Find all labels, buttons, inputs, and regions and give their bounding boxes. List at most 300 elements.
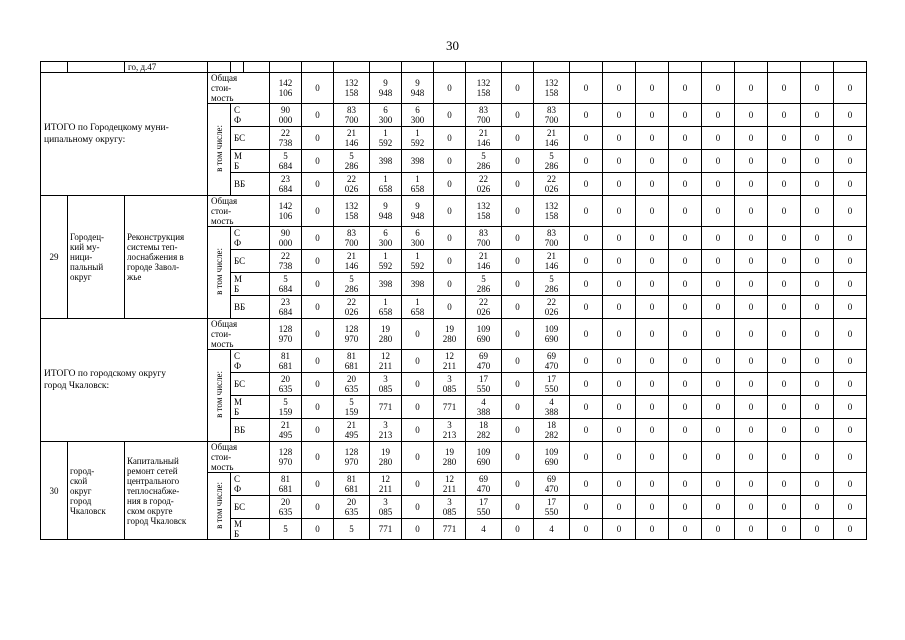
value-cell: 0 <box>636 73 669 104</box>
value-cell: 5 684 <box>270 150 302 173</box>
value-cell: 0 <box>735 127 768 150</box>
value-cell: 0 <box>502 519 534 540</box>
incl-label-cell <box>208 350 231 442</box>
value-cell: 0 <box>570 350 603 373</box>
total-label: ИТОГО по городскому округу город Чкаловск: <box>41 319 208 442</box>
value-cell: 83 700 <box>334 104 370 127</box>
value-cell: 0 <box>603 173 636 196</box>
value-cell: 0 <box>768 419 801 442</box>
value-cell: 132 158 <box>534 196 570 227</box>
value-cell: 0 <box>801 396 834 419</box>
value-cell: 0 <box>502 473 534 496</box>
value-cell: 0 <box>502 496 534 519</box>
value-cell: 0 <box>834 196 867 227</box>
budget-table <box>40 61 867 540</box>
fund-type: ВБ <box>231 173 270 196</box>
table-row <box>41 319 867 350</box>
value-cell: 0 <box>302 150 334 173</box>
value-cell: 0 <box>636 319 669 350</box>
incl-label: в том числе: <box>214 125 224 172</box>
value-cell: 0 <box>834 73 867 104</box>
row-number: 30 <box>41 442 68 540</box>
value-cell: 0 <box>735 250 768 273</box>
value-cell: 0 <box>702 104 735 127</box>
value-cell: 142 106 <box>270 196 302 227</box>
value-cell: 0 <box>302 104 334 127</box>
value-cell: 5 286 <box>534 273 570 296</box>
value-cell: 0 <box>669 442 702 473</box>
value-cell: 12 211 <box>434 350 466 373</box>
value-cell: 0 <box>768 196 801 227</box>
value-cell: 109 690 <box>534 319 570 350</box>
value-cell: 0 <box>603 296 636 319</box>
value-cell: 128 970 <box>270 319 302 350</box>
fund-type: М Б <box>231 150 270 173</box>
value-cell: 69 470 <box>466 473 502 496</box>
value-cell: 0 <box>570 519 603 540</box>
total-cost-label: Общая стои- мость <box>208 319 270 350</box>
value-cell: 0 <box>702 173 735 196</box>
value-cell: 18 282 <box>466 419 502 442</box>
value-cell: 0 <box>801 196 834 227</box>
value-cell: 0 <box>834 296 867 319</box>
value-cell: 0 <box>768 373 801 396</box>
table-row <box>41 73 867 104</box>
value-cell: 0 <box>636 350 669 373</box>
value-cell: 0 <box>603 396 636 419</box>
value-cell: 0 <box>502 196 534 227</box>
value-cell: 0 <box>603 250 636 273</box>
value-cell: 0 <box>302 250 334 273</box>
value-cell: 3 213 <box>434 419 466 442</box>
value-cell: 5 684 <box>270 273 302 296</box>
value-cell: 0 <box>735 173 768 196</box>
value-cell: 0 <box>302 373 334 396</box>
value-cell: 0 <box>669 250 702 273</box>
value-cell: 0 <box>570 196 603 227</box>
value-cell: 0 <box>669 127 702 150</box>
value-cell: 0 <box>702 396 735 419</box>
value-cell: 0 <box>801 73 834 104</box>
value-cell: 109 690 <box>466 319 502 350</box>
value-cell: 6 300 <box>402 227 434 250</box>
incl-label-cell <box>208 473 231 540</box>
value-cell: 0 <box>735 519 768 540</box>
cell <box>466 62 502 73</box>
total-cost-label: Общая стои- мость <box>208 442 270 473</box>
value-cell: 0 <box>669 419 702 442</box>
value-cell: 21 495 <box>270 419 302 442</box>
value-cell: 398 <box>370 273 402 296</box>
value-cell: 3 085 <box>370 373 402 396</box>
value-cell: 0 <box>434 173 466 196</box>
cell <box>270 62 302 73</box>
value-cell: 0 <box>434 273 466 296</box>
value-cell: 0 <box>702 296 735 319</box>
value-cell: 0 <box>768 127 801 150</box>
value-cell: 20 635 <box>334 373 370 396</box>
value-cell: 0 <box>302 73 334 104</box>
value-cell: 81 681 <box>270 473 302 496</box>
value-cell: 0 <box>434 227 466 250</box>
value-cell: 0 <box>702 319 735 350</box>
value-cell: 21 495 <box>334 419 370 442</box>
value-cell: 0 <box>735 373 768 396</box>
address-tail-cell: го, д.47 <box>125 62 208 73</box>
value-cell: 398 <box>402 150 434 173</box>
value-cell: 0 <box>570 296 603 319</box>
value-cell: 0 <box>302 196 334 227</box>
fund-type: БС <box>231 496 270 519</box>
value-cell: 0 <box>669 319 702 350</box>
value-cell: 1 592 <box>402 250 434 273</box>
value-cell: 18 282 <box>534 419 570 442</box>
value-cell: 0 <box>502 296 534 319</box>
value-cell: 0 <box>402 496 434 519</box>
value-cell: 0 <box>502 442 534 473</box>
cell <box>669 62 702 73</box>
value-cell: 0 <box>801 150 834 173</box>
value-cell: 0 <box>570 496 603 519</box>
incl-label: в том числе: <box>214 248 224 295</box>
value-cell: 4 <box>534 519 570 540</box>
value-cell: 0 <box>801 104 834 127</box>
value-cell: 5 286 <box>334 273 370 296</box>
fund-type: С Ф <box>231 227 270 250</box>
value-cell: 12 211 <box>370 350 402 373</box>
value-cell: 22 026 <box>534 173 570 196</box>
value-cell: 0 <box>570 319 603 350</box>
value-cell: 0 <box>636 373 669 396</box>
value-cell: 5 <box>270 519 302 540</box>
value-cell: 90 000 <box>270 227 302 250</box>
value-cell: 0 <box>768 150 801 173</box>
value-cell: 0 <box>702 273 735 296</box>
value-cell: 0 <box>636 442 669 473</box>
value-cell: 132 158 <box>334 73 370 104</box>
value-cell: 0 <box>834 150 867 173</box>
value-cell: 0 <box>302 419 334 442</box>
table-row-header <box>41 62 867 73</box>
value-cell: 0 <box>735 227 768 250</box>
value-cell: 132 158 <box>334 196 370 227</box>
cell <box>334 62 370 73</box>
value-cell: 4 <box>466 519 502 540</box>
value-cell: 0 <box>302 350 334 373</box>
value-cell: 0 <box>402 442 434 473</box>
value-cell: 0 <box>669 350 702 373</box>
value-cell: 0 <box>636 227 669 250</box>
cell <box>244 62 270 73</box>
value-cell: 0 <box>735 196 768 227</box>
value-cell: 1 658 <box>402 296 434 319</box>
value-cell: 0 <box>702 350 735 373</box>
value-cell: 5 286 <box>334 150 370 173</box>
table-row <box>41 442 867 473</box>
value-cell: 0 <box>834 496 867 519</box>
value-cell: 0 <box>434 127 466 150</box>
value-cell: 0 <box>636 273 669 296</box>
value-cell: 0 <box>768 519 801 540</box>
value-cell: 0 <box>801 250 834 273</box>
value-cell: 0 <box>801 519 834 540</box>
value-cell: 21 146 <box>534 250 570 273</box>
value-cell: 0 <box>302 442 334 473</box>
value-cell: 0 <box>603 473 636 496</box>
value-cell: 9 948 <box>402 73 434 104</box>
value-cell: 0 <box>735 73 768 104</box>
value-cell: 0 <box>636 150 669 173</box>
value-cell: 0 <box>768 442 801 473</box>
cell <box>603 62 636 73</box>
value-cell: 0 <box>768 227 801 250</box>
value-cell: 0 <box>502 273 534 296</box>
cell <box>231 62 244 73</box>
value-cell: 0 <box>801 127 834 150</box>
value-cell: 21 146 <box>466 127 502 150</box>
value-cell: 0 <box>735 350 768 373</box>
object-name: Реконструкция системы теп- лоснабжения в городе Завол- жье <box>125 196 208 319</box>
value-cell: 0 <box>502 127 534 150</box>
value-cell: 132 158 <box>466 73 502 104</box>
value-cell: 109 690 <box>466 442 502 473</box>
row-number: 29 <box>41 196 68 319</box>
total-cost-label: Общая стои- мость <box>208 73 270 104</box>
value-cell: 9 948 <box>370 73 402 104</box>
value-cell: 0 <box>834 227 867 250</box>
value-cell: 83 700 <box>466 227 502 250</box>
value-cell: 0 <box>702 127 735 150</box>
value-cell: 0 <box>669 196 702 227</box>
value-cell: 6 300 <box>370 227 402 250</box>
value-cell: 0 <box>636 419 669 442</box>
value-cell: 0 <box>603 73 636 104</box>
value-cell: 771 <box>434 519 466 540</box>
value-cell: 0 <box>570 173 603 196</box>
value-cell: 0 <box>402 319 434 350</box>
value-cell: 0 <box>302 127 334 150</box>
value-cell: 22 026 <box>466 173 502 196</box>
value-cell: 0 <box>768 496 801 519</box>
value-cell: 0 <box>570 419 603 442</box>
value-cell: 0 <box>570 373 603 396</box>
value-cell: 3 085 <box>434 373 466 396</box>
value-cell: 0 <box>302 296 334 319</box>
value-cell: 0 <box>735 442 768 473</box>
value-cell: 69 470 <box>466 350 502 373</box>
value-cell: 0 <box>502 150 534 173</box>
value-cell: 0 <box>502 250 534 273</box>
value-cell: 5 286 <box>466 273 502 296</box>
value-cell: 3 085 <box>434 496 466 519</box>
value-cell: 83 700 <box>466 104 502 127</box>
cell <box>735 62 768 73</box>
value-cell: 12 211 <box>370 473 402 496</box>
value-cell: 22 738 <box>270 250 302 273</box>
value-cell: 0 <box>669 273 702 296</box>
value-cell: 0 <box>434 296 466 319</box>
value-cell: 0 <box>570 442 603 473</box>
value-cell: 0 <box>669 296 702 319</box>
fund-type: БС <box>231 127 270 150</box>
incl-label: в том числе: <box>214 371 224 418</box>
value-cell: 20 635 <box>270 496 302 519</box>
value-cell: 0 <box>702 227 735 250</box>
value-cell: 5 286 <box>466 150 502 173</box>
value-cell: 23 684 <box>270 173 302 196</box>
value-cell: 0 <box>801 227 834 250</box>
value-cell: 0 <box>834 350 867 373</box>
value-cell: 0 <box>768 396 801 419</box>
value-cell: 0 <box>801 442 834 473</box>
value-cell: 0 <box>702 419 735 442</box>
value-cell: 0 <box>302 227 334 250</box>
value-cell: 0 <box>801 319 834 350</box>
value-cell: 69 470 <box>534 473 570 496</box>
value-cell: 0 <box>669 73 702 104</box>
value-cell: 0 <box>636 473 669 496</box>
value-cell: 21 146 <box>466 250 502 273</box>
value-cell: 19 280 <box>370 442 402 473</box>
value-cell: 0 <box>434 73 466 104</box>
value-cell: 0 <box>834 173 867 196</box>
value-cell: 0 <box>702 250 735 273</box>
value-cell: 0 <box>801 173 834 196</box>
value-cell: 83 700 <box>534 227 570 250</box>
value-cell: 0 <box>768 173 801 196</box>
value-cell: 0 <box>402 473 434 496</box>
value-cell: 83 700 <box>534 104 570 127</box>
value-cell: 0 <box>603 519 636 540</box>
cell <box>534 62 570 73</box>
cell <box>834 62 867 73</box>
value-cell: 0 <box>768 250 801 273</box>
value-cell: 0 <box>502 104 534 127</box>
cell <box>208 62 231 73</box>
value-cell: 21 146 <box>534 127 570 150</box>
value-cell: 398 <box>402 273 434 296</box>
value-cell: 1 592 <box>370 250 402 273</box>
value-cell: 0 <box>702 442 735 473</box>
value-cell: 5 159 <box>334 396 370 419</box>
value-cell: 0 <box>735 150 768 173</box>
value-cell: 0 <box>669 519 702 540</box>
value-cell: 1 592 <box>402 127 434 150</box>
value-cell: 0 <box>834 473 867 496</box>
fund-type: ВБ <box>231 296 270 319</box>
cell <box>434 62 466 73</box>
value-cell: 0 <box>702 473 735 496</box>
value-cell: 1 658 <box>370 173 402 196</box>
table-body <box>41 62 867 540</box>
value-cell: 0 <box>570 73 603 104</box>
value-cell: 0 <box>768 319 801 350</box>
value-cell: 3 213 <box>370 419 402 442</box>
fund-type: С Ф <box>231 104 270 127</box>
value-cell: 0 <box>570 104 603 127</box>
value-cell: 0 <box>636 519 669 540</box>
cell <box>570 62 603 73</box>
fund-type: М Б <box>231 273 270 296</box>
value-cell: 0 <box>801 296 834 319</box>
value-cell: 0 <box>669 104 702 127</box>
value-cell: 128 970 <box>270 442 302 473</box>
value-cell: 19 280 <box>434 319 466 350</box>
value-cell: 0 <box>834 519 867 540</box>
value-cell: 9 948 <box>402 196 434 227</box>
value-cell: 0 <box>834 273 867 296</box>
value-cell: 0 <box>570 127 603 150</box>
value-cell: 0 <box>434 250 466 273</box>
value-cell: 0 <box>570 227 603 250</box>
value-cell: 0 <box>502 73 534 104</box>
value-cell: 0 <box>603 227 636 250</box>
value-cell: 0 <box>768 296 801 319</box>
fund-type: БС <box>231 250 270 273</box>
value-cell: 0 <box>669 227 702 250</box>
value-cell: 0 <box>636 296 669 319</box>
fund-type: М Б <box>231 396 270 419</box>
value-cell: 69 470 <box>534 350 570 373</box>
cell <box>801 62 834 73</box>
cell <box>68 62 125 73</box>
value-cell: 0 <box>502 319 534 350</box>
value-cell: 0 <box>603 419 636 442</box>
value-cell: 0 <box>302 473 334 496</box>
value-cell: 0 <box>834 127 867 150</box>
value-cell: 12 211 <box>434 473 466 496</box>
value-cell: 0 <box>702 519 735 540</box>
value-cell: 22 026 <box>334 173 370 196</box>
incl-label-cell <box>208 104 231 196</box>
fund-type: С Ф <box>231 473 270 496</box>
value-cell: 0 <box>302 319 334 350</box>
value-cell: 771 <box>370 396 402 419</box>
value-cell: 0 <box>603 150 636 173</box>
value-cell: 90 000 <box>270 104 302 127</box>
value-cell: 0 <box>768 273 801 296</box>
value-cell: 0 <box>768 473 801 496</box>
value-cell: 0 <box>735 496 768 519</box>
value-cell: 19 280 <box>434 442 466 473</box>
cell <box>702 62 735 73</box>
value-cell: 109 690 <box>534 442 570 473</box>
value-cell: 22 026 <box>334 296 370 319</box>
value-cell: 0 <box>669 473 702 496</box>
value-cell: 21 146 <box>334 127 370 150</box>
value-cell: 81 681 <box>334 350 370 373</box>
value-cell: 0 <box>434 196 466 227</box>
value-cell: 0 <box>636 196 669 227</box>
value-cell: 0 <box>834 250 867 273</box>
value-cell: 81 681 <box>334 473 370 496</box>
value-cell: 0 <box>502 227 534 250</box>
value-cell: 0 <box>502 396 534 419</box>
value-cell: 0 <box>402 350 434 373</box>
value-cell: 4 388 <box>466 396 502 419</box>
value-cell: 0 <box>603 127 636 150</box>
value-cell: 5 286 <box>534 150 570 173</box>
value-cell: 0 <box>735 273 768 296</box>
value-cell: 0 <box>702 73 735 104</box>
value-cell: 17 550 <box>466 373 502 396</box>
value-cell: 0 <box>302 173 334 196</box>
value-cell: 0 <box>570 150 603 173</box>
cell <box>402 62 434 73</box>
value-cell: 0 <box>669 496 702 519</box>
value-cell: 128 970 <box>334 442 370 473</box>
value-cell: 0 <box>702 150 735 173</box>
